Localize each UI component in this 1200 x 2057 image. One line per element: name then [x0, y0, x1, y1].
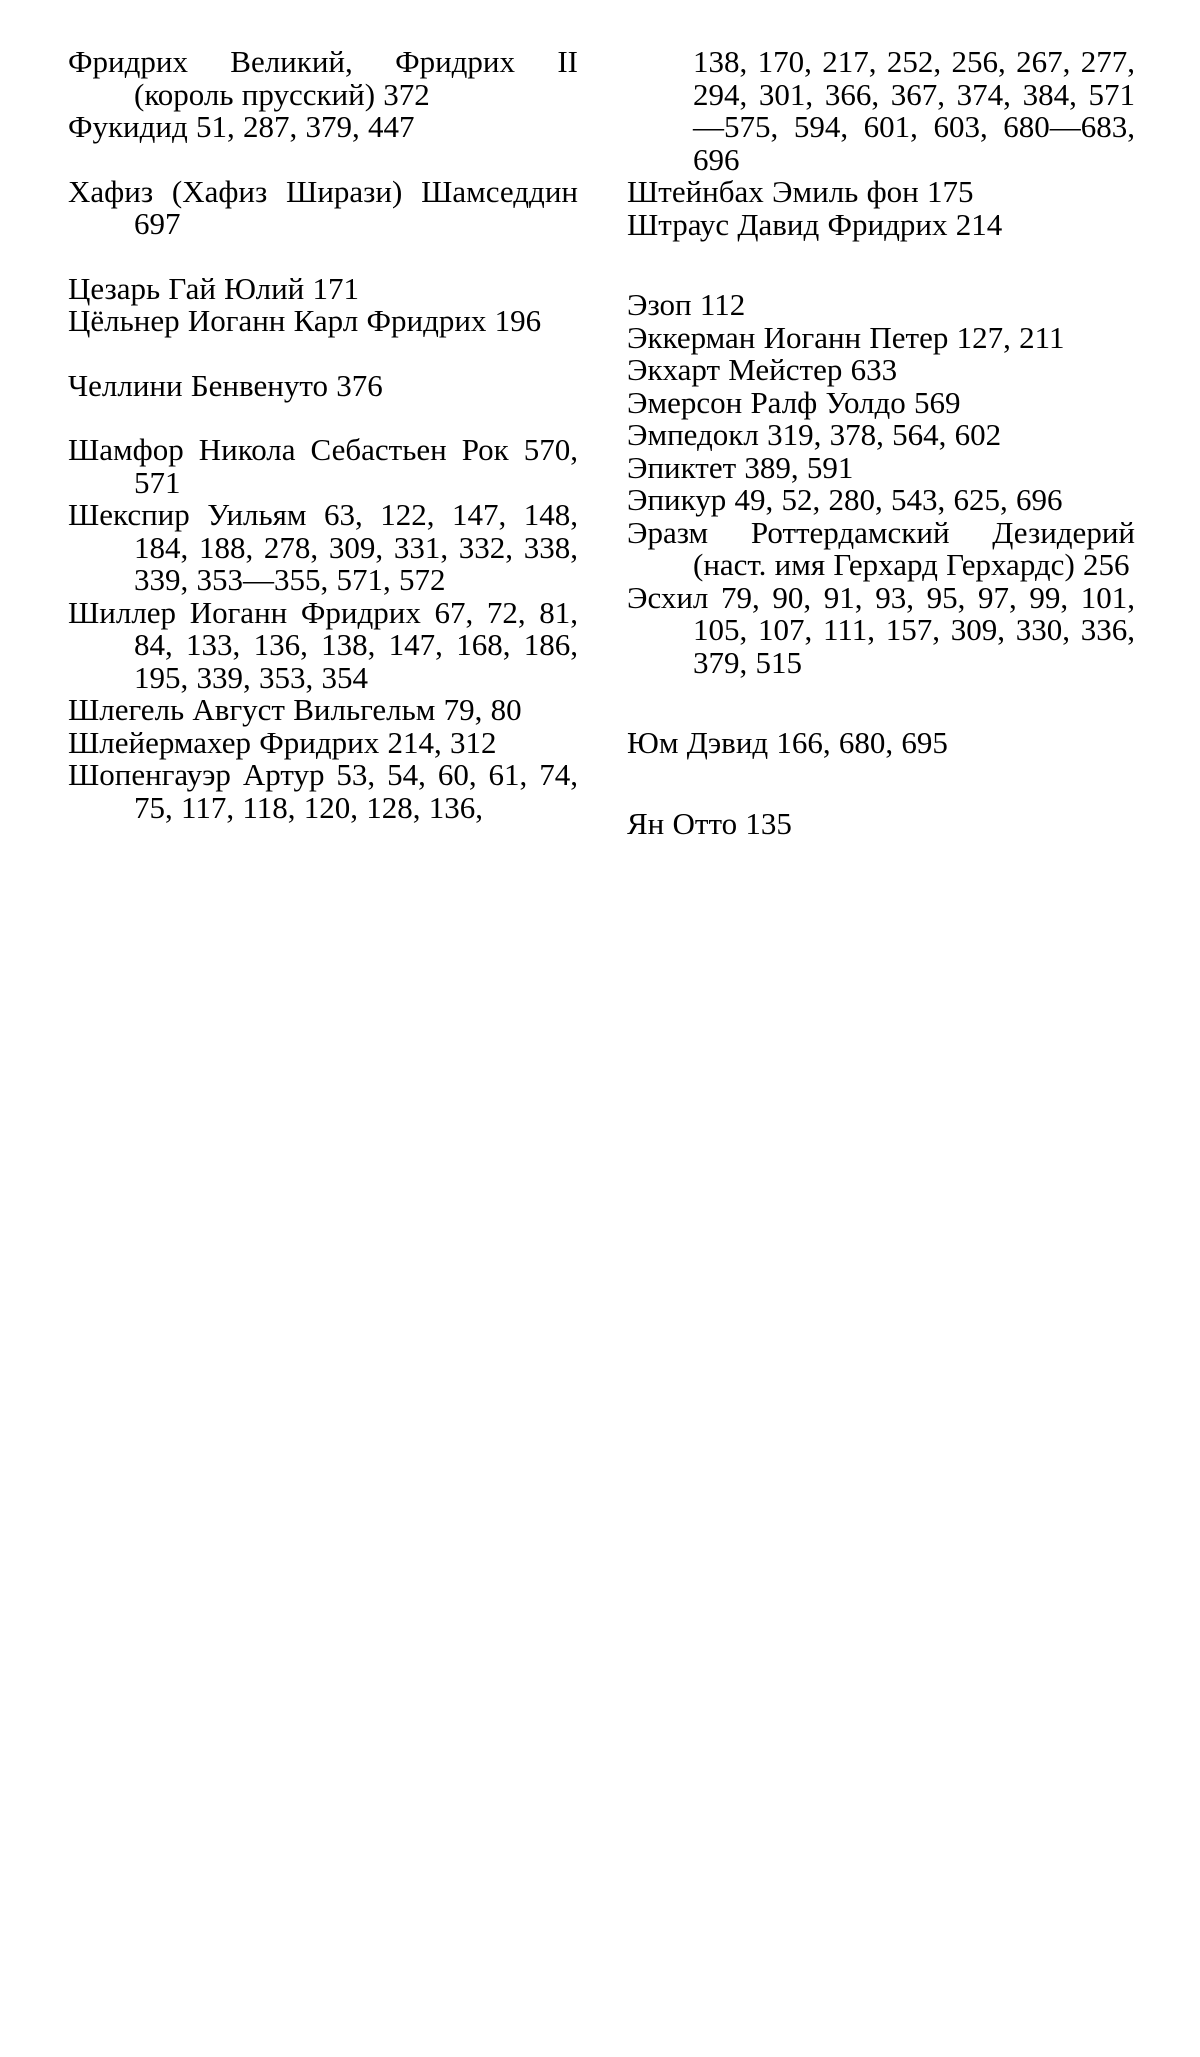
index-entry: Ян Отто 135 — [627, 805, 792, 841]
letter-group-divider — [68, 241, 578, 273]
index-entry: Эккерман Иоганн Петер 127, 211 — [627, 319, 1065, 355]
index-entry: Эмпедокл 319, 378, 564, 602 — [627, 417, 1002, 452]
index-entry: Фридрих Великий, Фридрих II (король прусский) 372 — [68, 44, 578, 112]
index-entry: Фукидид 51, 287, 379, 447 — [68, 109, 415, 144]
index-entry: Эпикур 49, 52, 280, 543, 625, 696 — [627, 482, 1063, 517]
index-entry: Экхарт Мейстер 633 — [627, 352, 898, 387]
index-entry: Шекспир Уильям 63, 122, 147, 148, 184, 188, 278, 309, 331, 332, 338, 339, 353—355, 571, 572 — [68, 497, 578, 597]
index-entry: Шамфор Никола Себастьен Рок 570, 571 — [68, 432, 578, 500]
index-entry: Эсхил 79, 90, 91, 93, 95, 97, 99, 101, 105, 107, 111, 157, 309, 330, 336, 379, 515 — [627, 579, 1135, 680]
index-entry: Эзоп 112 — [627, 287, 746, 322]
letter-group-divider — [627, 679, 1135, 727]
letter-group-divider — [68, 402, 578, 434]
index-entry: Эмерсон Ралф Уолдо 569 — [627, 384, 961, 420]
index-column-right — [627, 46, 1135, 840]
index-entry: Челлини Бенвенуто 376 — [68, 367, 383, 403]
index-entry: Хафиз (Хафиз Ширази) Шамседдин 697 — [68, 173, 578, 241]
index-entry: Штраус Давид Фридрих 214 — [627, 206, 1003, 242]
index-entry: Цёльнер Иоганн Карл Фридрих 196 — [68, 303, 542, 338]
index-entry: Шопенгауэр Артур 53, 54, 60, 61, 74, 75, 117, 118, 120, 128, 136, — [68, 757, 578, 825]
index-entry: Юм Дэвид 166, 680, 695 — [627, 725, 948, 760]
index-entry: Шлейермахер Фридрих 214, 312 — [68, 724, 497, 760]
index-entry: Эпиктет 389, 591 — [627, 449, 854, 485]
letter-group-divider — [627, 760, 1135, 808]
index-entry: Шлегель Август Вильгельм 79, 80 — [68, 692, 522, 727]
index-entry: Шиллер Иоганн Фридрих 67, 72, 81, 84, 133, 136, 138, 147, 168, 186, 195, 339, 353, 354 — [68, 594, 578, 695]
index-entry: Штейнбах Эмиль фон 175 — [627, 174, 974, 209]
index-entry-continuation: 138, 170, 217, 252, 256, 267, 277, 294, 301, 366, 367, 374, 384, 571—575, 594, 601, 603, 680—683, 696 — [693, 44, 1135, 177]
index-column-left — [68, 46, 578, 824]
letter-group-divider — [68, 144, 578, 176]
letter-group-divider — [627, 241, 1135, 289]
index-entry: Эразм Роттердамский Дезидерий (наст. имя Герхард Герхардс) 256 — [627, 514, 1135, 582]
index-entry: Цезарь Гай Юлий 171 — [68, 270, 360, 306]
letter-group-divider — [68, 338, 578, 370]
